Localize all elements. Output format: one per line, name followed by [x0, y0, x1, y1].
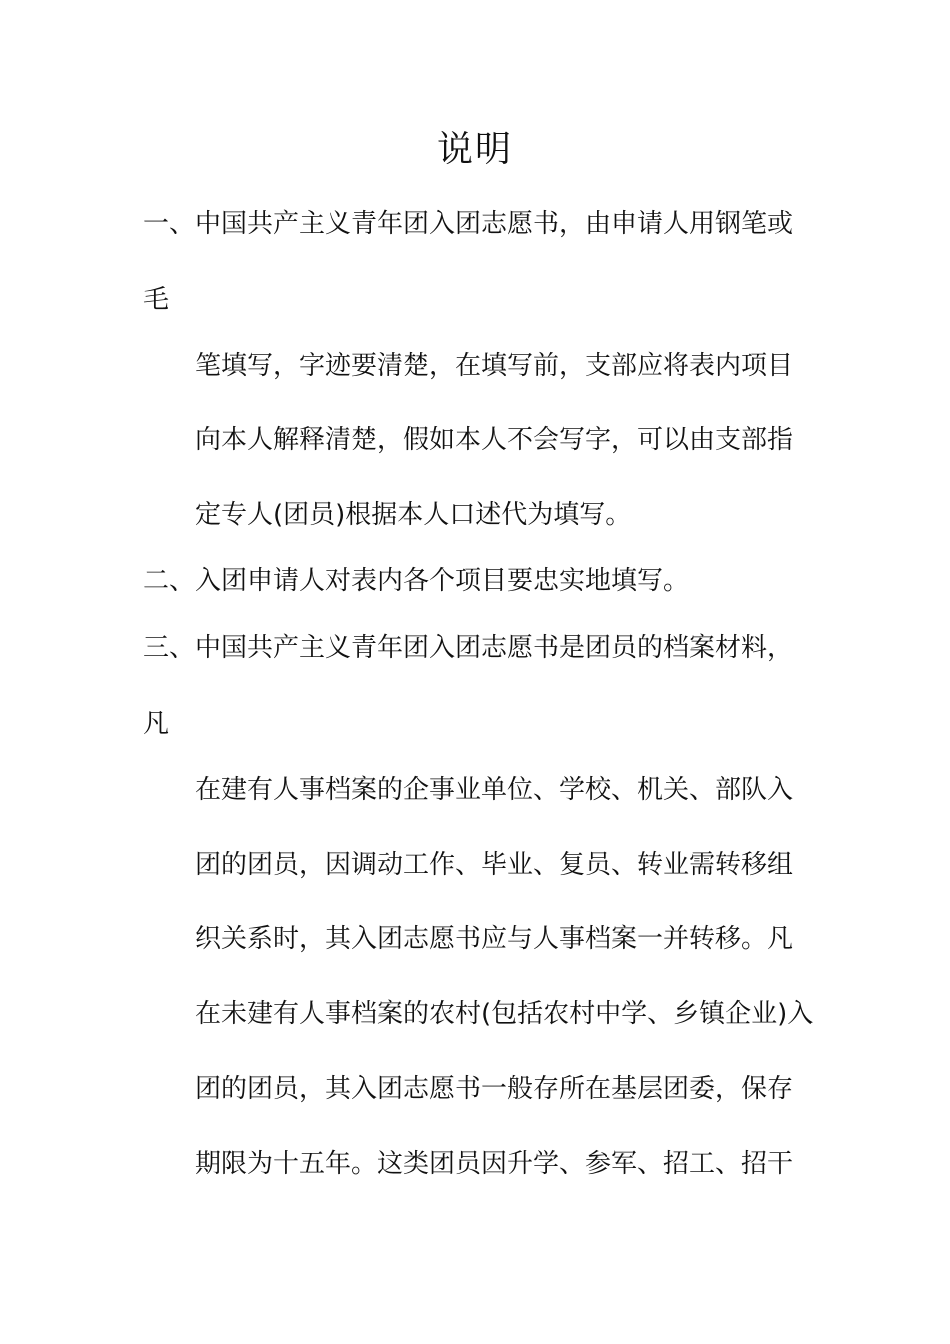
text-line: 团的团员，其入团志愿书一般存所在基层团委，保存	[195, 1074, 794, 1104]
text-line: 在建有人事档案的企事业单位、学校、机关、部队入	[195, 775, 794, 805]
text-line: 一、中国共产主义青年团入团志愿书，由申请人用钢笔或	[143, 209, 794, 239]
text-line: 三、中国共产主义青年团入团志愿书是团员的档案材料，	[143, 633, 794, 663]
page-title: 说明	[436, 129, 513, 170]
text-line: 期限为十五年。这类团员因升学、参军、招工、招干	[195, 1149, 794, 1179]
text-line: 二、入团申请人对表内各个项目要忠实地填写。	[143, 566, 690, 596]
text-line: 凡	[143, 709, 170, 739]
text-line: 毛	[143, 285, 170, 315]
text-line: 团的团员，因调动工作、毕业、复员、转业需转移组	[195, 850, 794, 880]
text-line: 向本人解释清楚，假如本人不会写字，可以由支部指	[195, 425, 794, 455]
text-line: 笔填写，字迹要清楚，在填写前，支部应将表内项目	[195, 351, 794, 381]
text-line: 在未建有人事档案的农村(包括农村中学、乡镇企业)入	[195, 999, 814, 1029]
text-line: 织关系时，其入团志愿书应与人事档案一并转移。凡	[195, 924, 794, 954]
text-line: 定专人(团员)根据本人口述代为填写。	[195, 500, 632, 530]
